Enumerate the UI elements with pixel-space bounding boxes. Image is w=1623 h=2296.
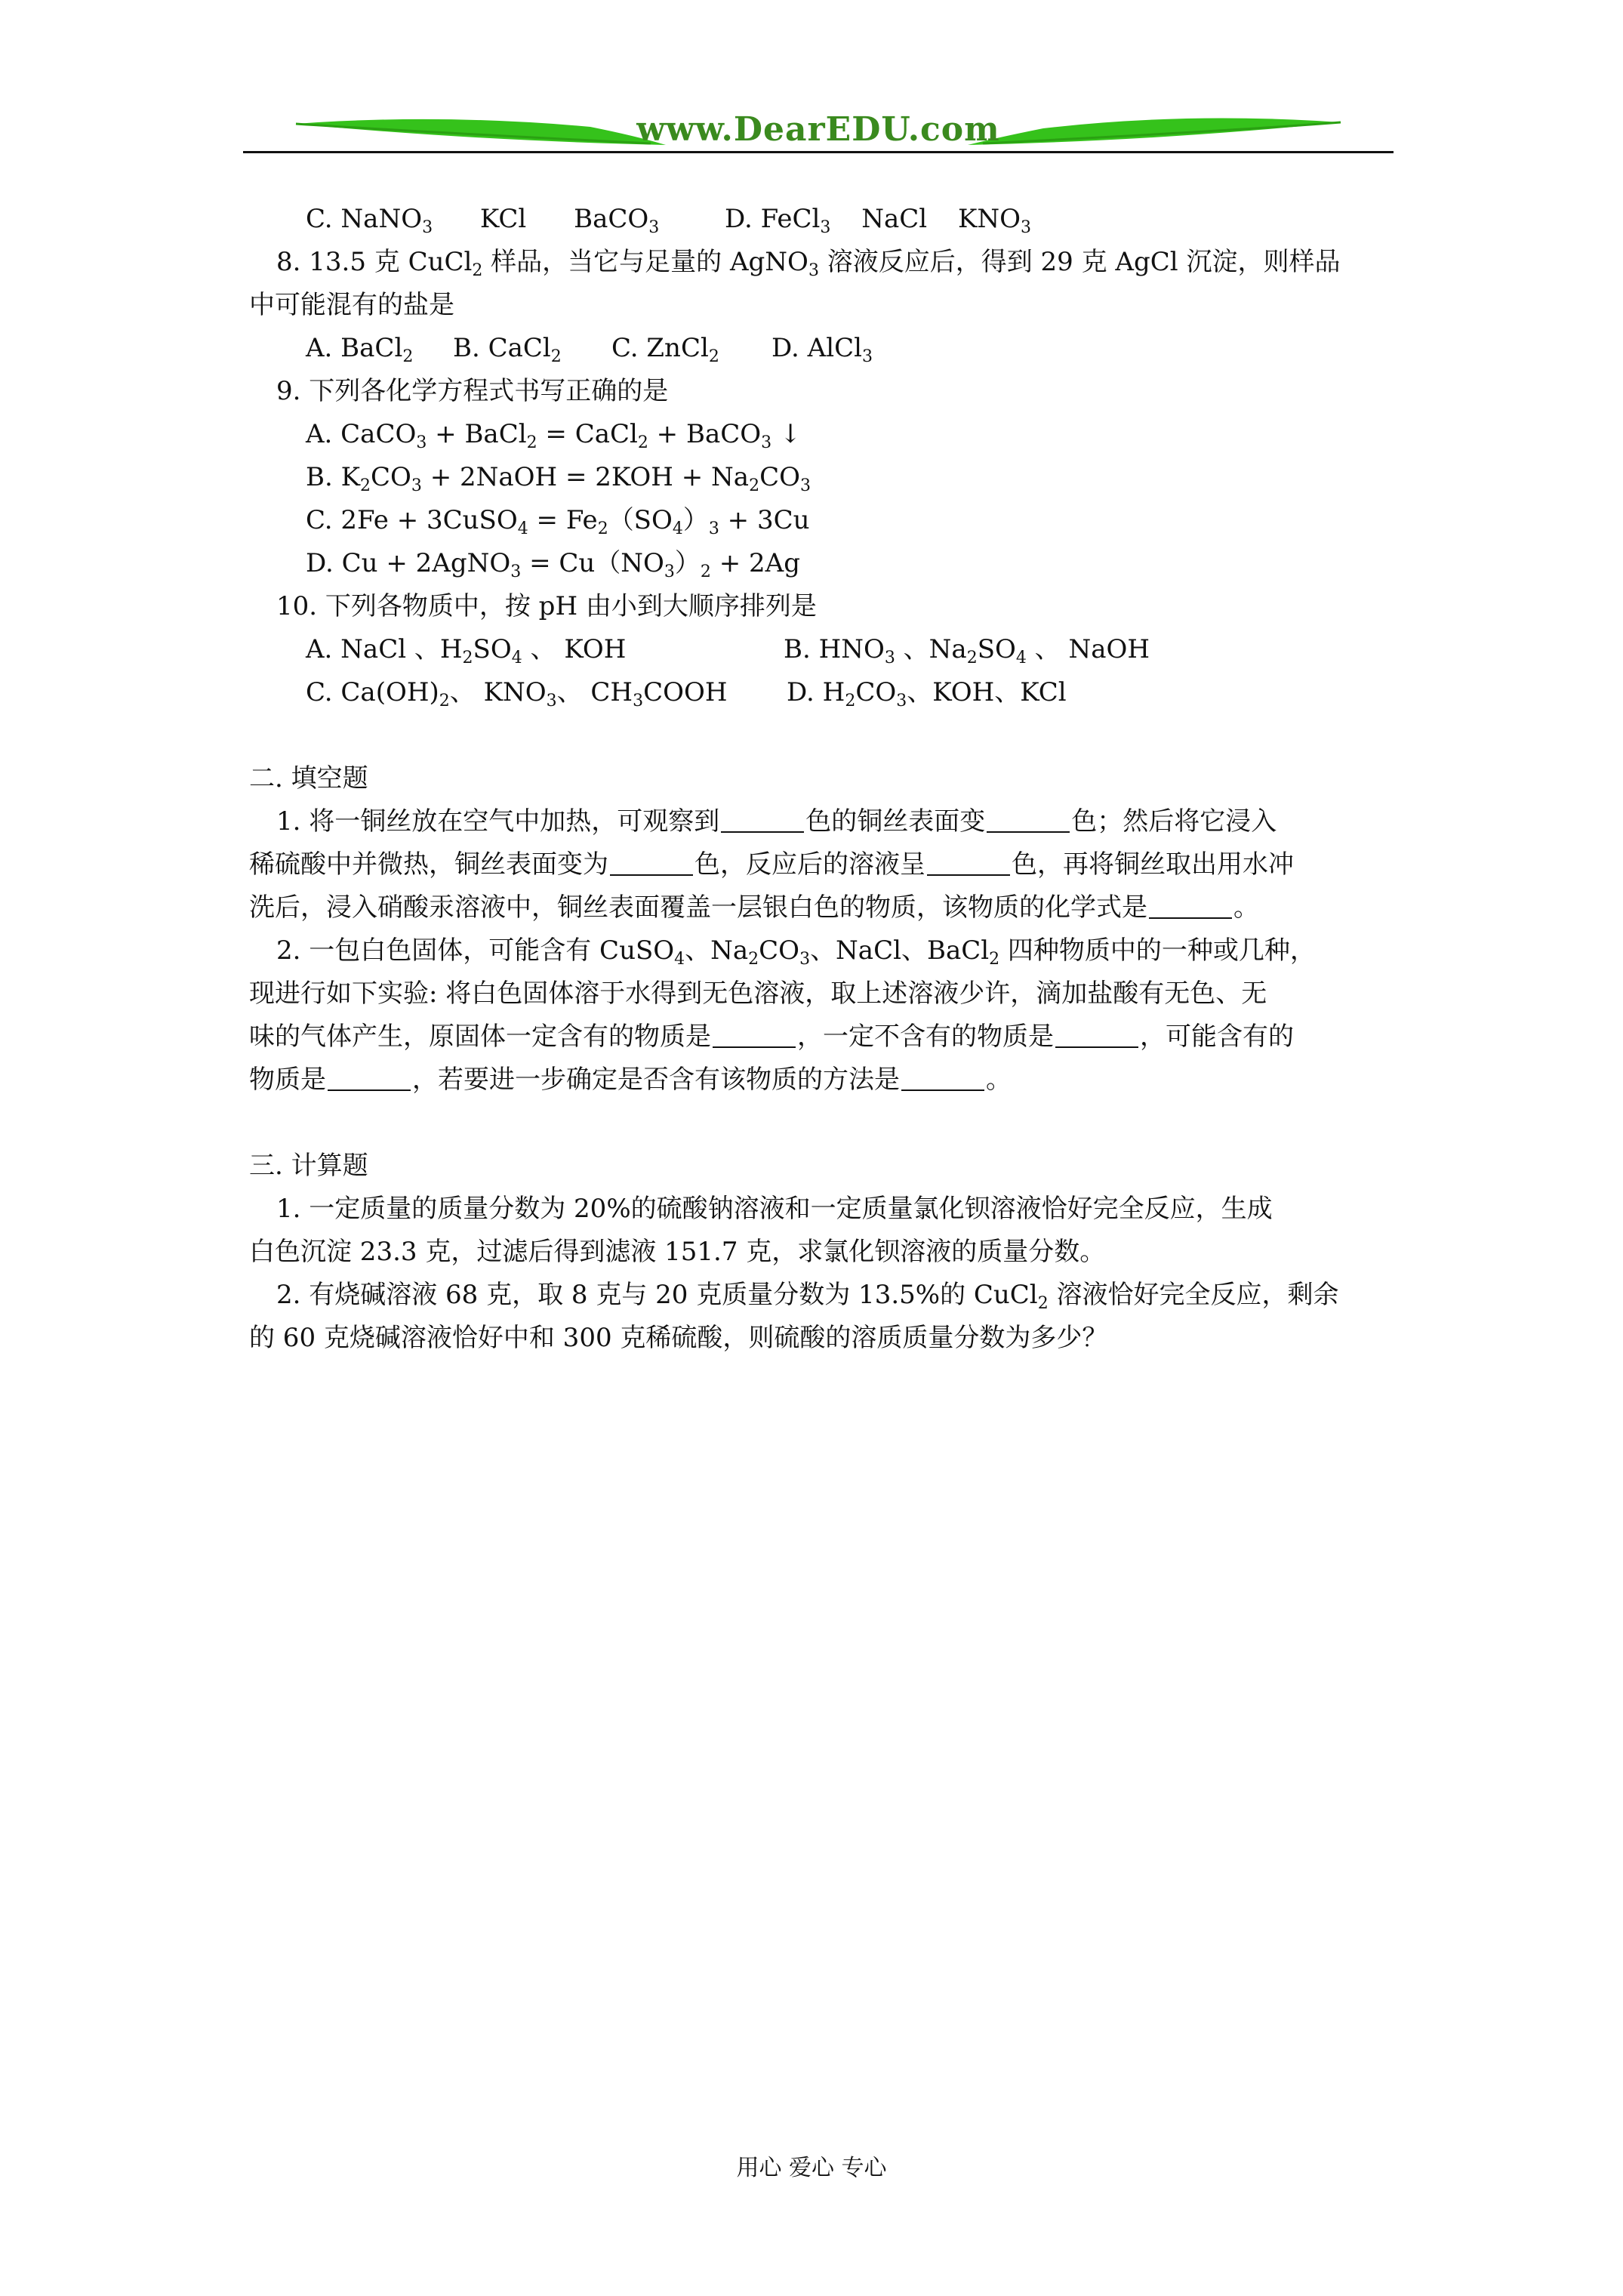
answer-blank[interactable]: [610, 852, 693, 876]
q10-stem: 10. 下列各物质中，按 pH 由小到大顺序排列是: [276, 591, 817, 621]
q8-options-line: [249, 327, 1397, 370]
s3-q2-line2: 的 60 克烧碱溶液恰好中和 300 克稀硫酸，则硫酸的溶质质量分数为多少？: [249, 1323, 1108, 1353]
answer-blank[interactable]: [1055, 1024, 1138, 1048]
q10-option-d: D. $H_2CO_3$、KOH、KCl: [787, 677, 1067, 710]
q8-option-c: C. ZnCl$_2$: [611, 333, 719, 366]
header-rule: [243, 151, 1394, 153]
answer-blank[interactable]: [927, 852, 1010, 876]
answer-blank[interactable]: [987, 809, 1070, 833]
site-logo-text: www.DearEDU.com: [636, 110, 1000, 149]
q8-option-d: D. AlCl$_3$: [771, 333, 873, 366]
s2-q2-line2: 现进行如下实验: 将白色固体溶于水得到无色溶液，取上述溶液少许，滴加盐酸有无色、无: [249, 978, 1267, 1009]
answer-blank[interactable]: [1149, 895, 1232, 919]
q9-option-d: D. Cu + 2AgNO$_3$ = $Cu(NO_3)_2 + 2Ag$: [306, 548, 800, 581]
s2-q1-line3: 洗后，浸入硝酸汞溶液中，铜丝表面覆盖一层银白色的物质，该物质的化学式是 。: [249, 892, 1259, 923]
s2-q2-line3: 味的气体产生，原固体一定含有的物质是 ，一定不含有的物质是 ，可能含有的: [249, 1022, 1294, 1052]
q9-option-b: B. $K_2CO_3$ + 2NaOH = $2KOH + Na_2CO_3$: [306, 462, 811, 495]
section-2-title: 二. 填空题: [249, 763, 368, 794]
s3-q1-line1: 1. 一定质量的质量分数为 20%的硫酸钠溶液和一定质量氯化钡溶液恰好完全反应，生成: [276, 1194, 1273, 1224]
q9-stem: 9. 下列各化学方程式书写正确的是: [276, 376, 669, 406]
s2-q2-line4: 物质是 ，若要进一步确定是否含有该物质的方法是 。: [249, 1065, 1012, 1095]
page-footer: 用心 爱心 专心: [736, 2155, 887, 2181]
s2-q2-line1: 2. 一包白色固体，可能含有 CuSO$_4$、$Na_2CO_3$、NaCl、BaCl$_2$ 四种物质中的一种或几种，: [276, 935, 1316, 969]
q8-stem-line2: 中可能混有的盐是: [249, 290, 454, 320]
q8-stem-line1: 8. 13.5 克 CuCl$_2$ 样品，当它与足量的 AgNO$_3$ 溶液反应后，得到 29 克 AgCl 沉淀，则样品: [276, 247, 1341, 280]
q10-options-line2: [249, 671, 1397, 714]
q7-options-line: [249, 198, 1397, 241]
q8-option-a: A. BaCl$_2$: [306, 333, 414, 366]
section-3-title: 三. 计算题: [249, 1151, 368, 1181]
answer-blank[interactable]: [328, 1067, 411, 1091]
q9-option-c: C. 2Fe + 3CuSO$_4$ = $Fe_2(SO_4)_3 + 3Cu$: [306, 505, 810, 538]
q10-option-a: A. NaCl 、$H_2SO_4$ 、 KOH: [306, 634, 627, 667]
q10-option-b: B. $HNO_3$ 、$Na_2SO_4$ 、 NaOH: [784, 634, 1150, 667]
q10-option-c: C. $Ca(OH)_2$、 $KNO_3$、 $CH_3COOH$: [306, 677, 728, 710]
document-body: [249, 198, 1397, 1360]
answer-blank[interactable]: [713, 1024, 796, 1048]
answer-blank[interactable]: [721, 809, 804, 833]
s2-q1-line1: 1. 将一铜丝放在空气中加热，可观察到 色的铜丝表面变 色；然后将它浸入: [276, 806, 1277, 837]
s2-q1-line2: 稀硫酸中并微热，铜丝表面变为 色，反应后的溶液呈 色，再将铜丝取出用水冲: [249, 849, 1294, 880]
answer-blank[interactable]: [901, 1067, 984, 1091]
s3-q1-line2: 白色沉淀 23.3 克，过滤后得到滤液 151.7 克，求氯化钡溶液的质量分数。: [249, 1237, 1106, 1267]
q8-option-b: B. CaCl$_2$: [453, 333, 562, 366]
header-banner: [243, 106, 1394, 157]
q7-option-d: D. FeCl$_3$ NaCl $KNO_3$: [725, 204, 1031, 237]
q10-options-line1: [249, 628, 1397, 671]
q7-option-c: C. NaNO$_3$ KCl BaCO$_3$: [306, 204, 660, 237]
q9-option-a: A. CaCO$_3$ + BaCl$_2$ = CaCl$_2$ + BaCO$_3$ ↓: [306, 419, 802, 452]
s3-q2-line1: 2. 有烧碱溶液 68 克，取 8 克与 20 克质量分数为 13.5%的 CuCl$_2$ 溶液恰好完全反应，剩余: [276, 1280, 1339, 1313]
